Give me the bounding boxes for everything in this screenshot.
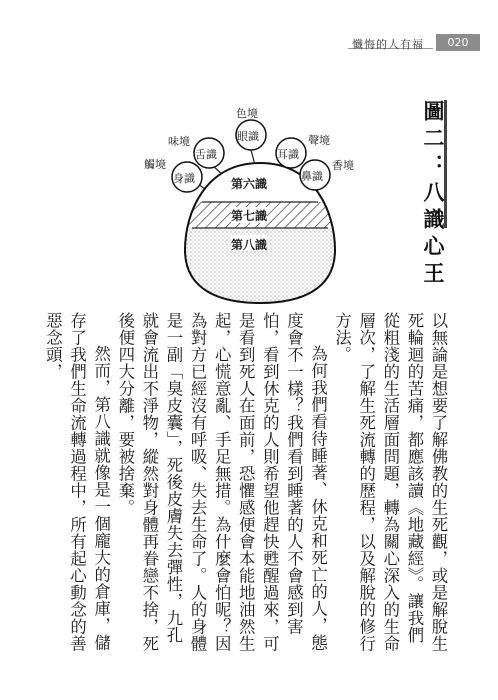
eight-consciousness-diagram xyxy=(130,95,400,305)
diagram-svg xyxy=(130,95,400,305)
paragraph: 為何我們看待睡著、休克和死亡的人，態度會不一樣？我們看到睡著的人不會感到害怕，看到休克的人則希望他趕快甦醒過來，可是看到死人在面前，恐懼感便會本能地油然生起，心慌意亂、手足無措。為什麼會怕呢？因為對方已經沒有呼吸、失去生命了。人的身體是一副「臭皮囊」，死後皮膚失去彈性，九孔就會流出不淨物，縱然對身體再眷戀不捨，死後便四大分離，要被捨棄。 xyxy=(115,312,328,652)
figure-caption: 圖二：八識心王 xyxy=(421,100,445,289)
label-ear-consciousness: 耳識 xyxy=(277,148,299,161)
label-chu-jing: 觸境 xyxy=(144,158,166,171)
label-wei-jing: 味境 xyxy=(168,135,190,148)
paragraph: 以無論是想要了解佛教的生死觀，或是解脫生死輪迴的苦痛，都應該讀《地藏經》。讓我們從粗淺的生活層面問題，轉為關心深入的生命層次，了解生死流轉的歷程，以及解脫的修行方法。 xyxy=(332,312,448,652)
page-header xyxy=(0,0,498,60)
label-eye-consciousness: 眼識 xyxy=(237,130,259,143)
paragraph: 然而，第八識就像是一個龐大的倉庫，儲存了我們生命流轉過程中，所有起心動念的善惡念頭， xyxy=(43,312,111,652)
label-eighth-consciousness: 第八識 xyxy=(231,238,268,252)
body-text xyxy=(43,312,450,652)
label-nose-consciousness: 鼻識 xyxy=(301,170,323,183)
label-sixth-consciousness: 第六識 xyxy=(231,177,268,191)
label-body-consciousness: 身識 xyxy=(173,172,195,185)
page-number: 020 xyxy=(436,34,480,51)
label-xiang-jing: 香境 xyxy=(332,159,354,172)
label-se-jing: 色境 xyxy=(236,107,258,120)
running-title: 懺悔的人有福 xyxy=(352,38,424,51)
label-tongue-consciousness: 舌識 xyxy=(195,148,217,161)
label-seventh-consciousness: 第七識 xyxy=(231,209,268,223)
label-sheng-jing: 聲境 xyxy=(308,134,330,147)
